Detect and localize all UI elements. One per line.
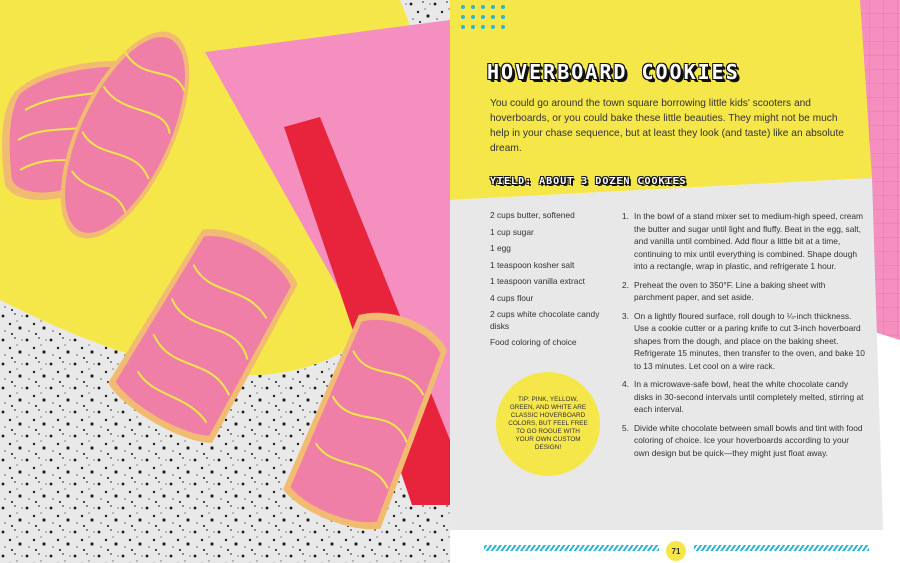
recipe-yield: YIELD: ABOUT 3 DOZEN COOKIES bbox=[490, 176, 687, 187]
page-number: 71 bbox=[666, 541, 686, 561]
step-number: 5. bbox=[622, 422, 629, 433]
step-text: In the bowl of a stand mixer set to medium-high speed, cream the butter and sugar until light and fluffy. Beat in the egg, salt, and vanilla until combined. Add flour a little bit at a time, continuing to mix until everything is combined. Shape dough into a rectangle, wrap in plastic, and refrigerate 1 hour. bbox=[634, 211, 864, 271]
step-item bbox=[622, 210, 866, 273]
footer-stripe-right bbox=[694, 545, 869, 551]
tip-text: TIP: PINK, YELLOW, GREEN, AND WHITE ARE CLASSIC HOVERBOARD COLORS, BUT FEEL FREE TO GO ROGUE WITH YOUR OWN CUSTOM DESIGN! bbox=[508, 396, 588, 451]
tip-bubble bbox=[496, 372, 600, 476]
step-item bbox=[622, 378, 866, 416]
step-text: In a microwave-safe bowl, heat the white chocolate candy disks in 30-second intervals until completely melted, stirring at each interval. bbox=[634, 379, 864, 414]
recipe-title: HOVERBOARD COOKIES bbox=[487, 60, 740, 84]
step-text: Preheat the oven to 350°F. Line a baking sheet with parchment paper, and set aside. bbox=[634, 279, 826, 302]
recipe-intro: You could go around the town square borrowing little kids' scooters and hoverboards, or you could bake these little beauties. They might not be much help in your chase sequence, but at least they look (and taste) like an absolute dream. bbox=[490, 98, 844, 154]
step-text: Divide white chocolate between small bowls and tint with food coloring of choice. Ice your hoverboards according to your own design but be quick—they might just float away. bbox=[634, 422, 863, 458]
step-list bbox=[622, 210, 866, 465]
ingredient-list bbox=[490, 210, 608, 354]
ingredient-item: 1 teaspoon kosher salt bbox=[490, 259, 575, 270]
recipe-page bbox=[450, 0, 900, 563]
ingredient-item: 1 egg bbox=[490, 243, 511, 253]
step-item bbox=[622, 279, 866, 304]
ingredient-item: 1 cup sugar bbox=[490, 226, 534, 237]
step-number: 3. bbox=[622, 310, 629, 321]
step-item bbox=[622, 310, 866, 373]
ingredient-item: Food coloring of choice bbox=[490, 337, 577, 347]
step-number: 4. bbox=[622, 379, 629, 389]
step-number: 1. bbox=[622, 211, 629, 221]
step-text: On a lightly floured surface, roll dough to ¼-inch thickness. Use a cookie cutter or a paring knife to cut 3-inch hoverboard shapes from the dough, and place on the baking sheet. Refrigerate 15 minutes, then transfer to the oven, and bake 10 to 13 minutes. Let cool on a wire rack. bbox=[634, 310, 865, 371]
ingredient-item: 2 cups white chocolate candy disks bbox=[490, 309, 600, 331]
ingredient-item: 2 cups butter, softened bbox=[490, 210, 575, 220]
ingredient-item: 1 teaspoon vanilla extract bbox=[490, 276, 585, 286]
ingredient-item: 4 cups flour bbox=[490, 292, 534, 303]
step-number: 2. bbox=[622, 279, 629, 290]
step-item bbox=[622, 422, 866, 460]
footer-stripe-left bbox=[484, 545, 659, 551]
